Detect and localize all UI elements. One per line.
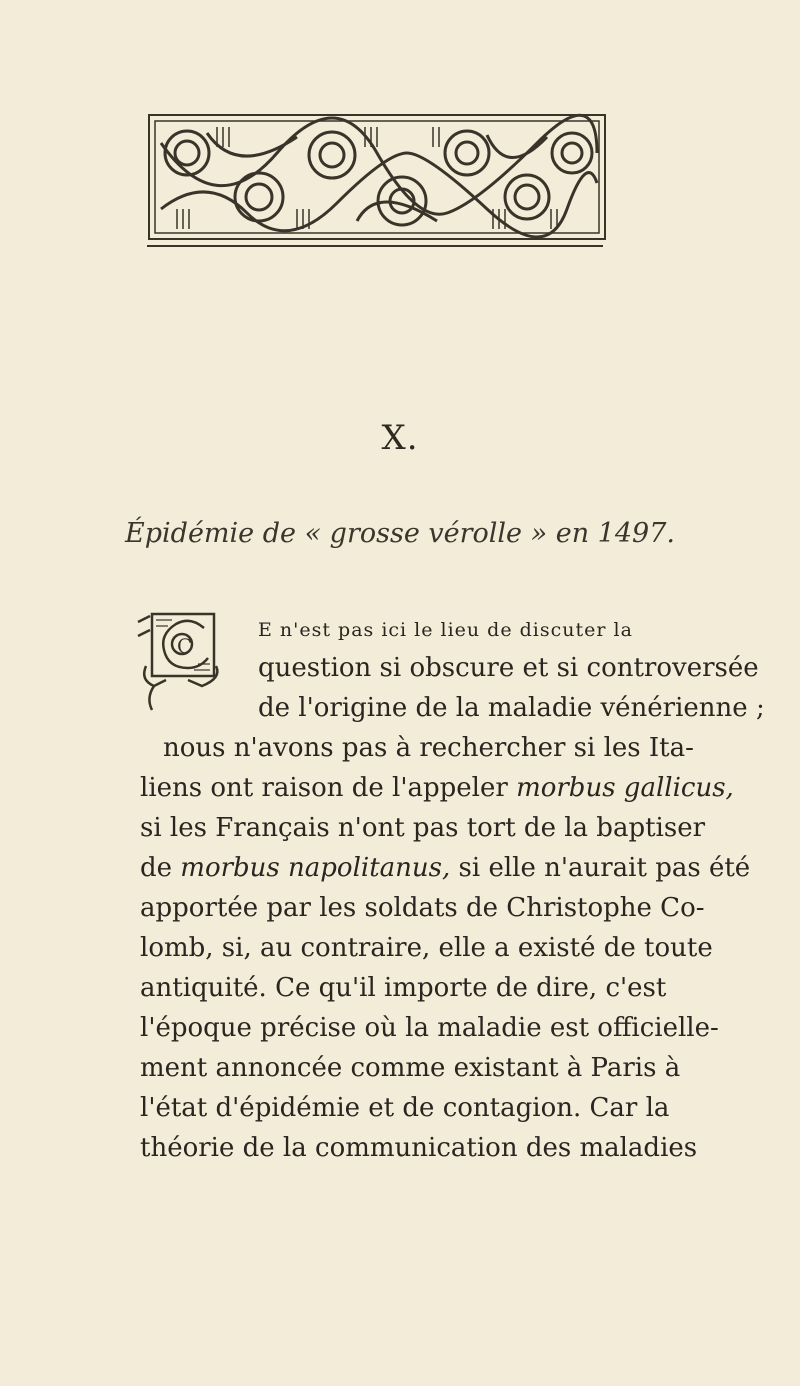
text-line-1: [258, 608, 633, 650]
chapter-number: X.: [381, 418, 419, 458]
ornamental-headpiece: [147, 113, 609, 241]
text-line-7-italic: morbus napolitanus,: [180, 853, 451, 883]
headpiece-rule: [147, 245, 603, 247]
text-line-7-after: si elle n'aurait pas été: [450, 853, 751, 883]
text-line-14: théorie de la communication des maladies: [140, 1133, 698, 1163]
text-line-5: [140, 768, 734, 808]
text-line-2: question si obscure et si controversée: [258, 653, 759, 683]
text-line-9: lomb, si, au contraire, elle a existé de toute: [140, 933, 713, 963]
text-line-13: l'état d'épidémie et de contagion. Car la: [140, 1093, 670, 1123]
text-line-5-before: liens ont raison de l'appeler: [140, 773, 517, 803]
decorative-initial: [132, 606, 232, 716]
text-line-12: ment annoncée comme existant à Paris à: [140, 1053, 681, 1083]
text-line-8: apportée par les soldats de Christophe Co-: [140, 893, 705, 923]
text-line-4: nous n'avons pas à rechercher si les Ita-: [163, 733, 694, 763]
text-line-7-before: de: [140, 853, 181, 883]
text-line-7: [140, 848, 751, 888]
text-line-6: si les Français n'ont pas tort de la baptiser: [140, 813, 706, 843]
text-line-11: l'époque précise où la maladie est officielle-: [140, 1013, 719, 1043]
chapter-title: Épidémie de « grosse vérolle » en 1497.: [125, 518, 675, 549]
text-line-1-content: E n'est pas ici le lieu de discuter la: [258, 619, 633, 641]
dropcap-letter: C: [177, 634, 193, 658]
text-line-3: de l'origine de la maladie vénérienne ;: [258, 693, 765, 723]
text-line-5-italic: morbus gallicus,: [516, 773, 734, 803]
text-line-10: antiquité. Ce qu'il importe de dire, c'est: [140, 973, 667, 1003]
